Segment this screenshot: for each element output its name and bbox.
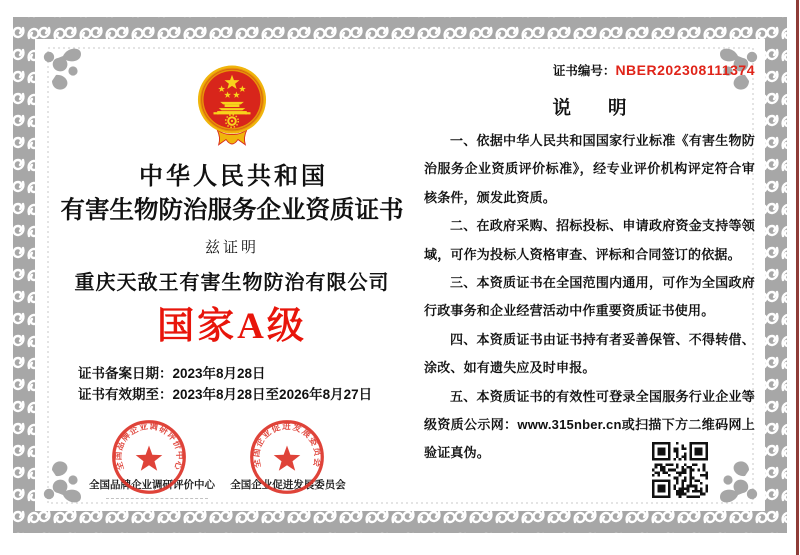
instruction-item-5: 五、本资质证书的有效性可登录全国服务行业企业等级资质公示网：www.315nber.cn或扫描下方二维码网上验证真伪。	[424, 388, 755, 461]
verification-qr-code	[652, 442, 708, 498]
china-national-emblem-icon	[195, 61, 269, 153]
instruction-item-2: 二、在政府采购、招标投标、申请政府资金支持等领域，可作为投标人资格审查、评标和合同签订的依据。	[424, 218, 755, 262]
instruction-item-3: 三、本资质证书在全国范围内通用，可作为全国政府行政事务和企业经营活动中作重要资质证书使用。	[424, 275, 755, 319]
company-name: 重庆天敌王有害生物防治有限公司	[74, 272, 390, 294]
signature-dotted-line	[106, 498, 208, 499]
certificate-number-value: NBER202308111374	[615, 62, 755, 78]
certificate-title: 有害生物防治服务企业资质证书	[60, 197, 404, 224]
instructions-list	[424, 127, 755, 468]
instruction-item-1: 一、依据中华人民共和国国家行业标准《有害生物防治服务企业资质评价标准》，经专业评价机构评定符合审核条件，颁发此资质。	[424, 133, 755, 205]
grade-level: 国家A级	[157, 306, 307, 347]
instruction-item-4: 四、本资质证书由证书持有者妥善保管、不得转借、涂改、如有遗失应及时申报。	[424, 331, 755, 376]
date-block	[48, 363, 416, 405]
certificate-left-panel	[48, 48, 416, 503]
red-seal-development-committee	[246, 416, 328, 498]
country-title: 中华人民共和国	[139, 163, 328, 190]
seal-issuer-label: 全国品牌企业调研评价中心	[89, 479, 215, 491]
seal-issuer-label: 全国企业促进发展委员会	[230, 479, 346, 491]
page-edge-line	[796, 0, 799, 555]
instructions-heading: 说 明	[552, 97, 627, 118]
instructions-panel	[424, 48, 755, 503]
record-date: 证书备案日期：2023年8月28日	[78, 366, 266, 381]
certificate-number-label: 证书编号：	[552, 64, 616, 78]
seal-ring-text: 全国品牌企业调研评价中心	[112, 420, 186, 472]
red-seal-evaluation-center	[108, 416, 190, 498]
certify-text: 兹证明	[204, 239, 259, 256]
certificate-number-line	[424, 61, 755, 79]
validity-date: 证书有效期至：2023年8月28日至2026年8月27日	[78, 387, 373, 402]
seal-ring-text: 全国企业促进发展委员会	[250, 421, 324, 469]
